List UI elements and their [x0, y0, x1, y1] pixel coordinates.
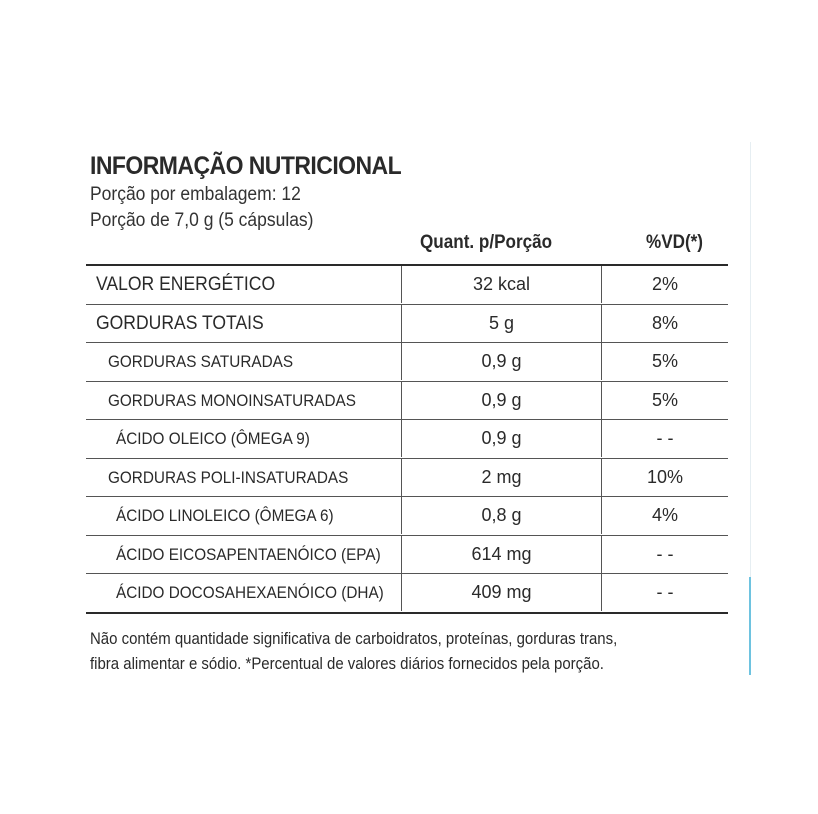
nutrient-daily-value: - -: [656, 582, 674, 602]
servings-per-package: Porção por embalagem: 12: [90, 184, 301, 205]
nutrient-name: GORDURAS MONOINSATURADAS: [86, 382, 402, 419]
column-header-daily-value: %VD(*): [646, 232, 704, 253]
nutrient-quantity: 0,9 g: [402, 420, 602, 457]
nutrient-daily-value: - -: [656, 428, 674, 448]
nutrient-daily-value: 5%: [651, 389, 678, 410]
nutrient-quantity: 0,8 g: [402, 497, 602, 534]
nutrient-quantity: 614 mg: [402, 536, 602, 573]
footnote-line: fibra alimentar e sódio. *Percentual de valores diários fornecidos pela porção.: [90, 653, 604, 673]
table-row: [86, 266, 728, 305]
column-header-quantity: Quant. p/Porção: [420, 232, 553, 253]
nutrient-name: GORDURAS TOTAIS: [86, 305, 402, 342]
table-row: [86, 305, 728, 344]
nutrient-quantity: 5 g: [402, 305, 602, 342]
nutrient-name: ÁCIDO LINOLEICO (ÔMEGA 6): [86, 497, 402, 534]
nutrient-quantity: 0,9 g: [402, 343, 602, 380]
table-row: [86, 574, 728, 614]
nutrient-daily-value: 2%: [651, 274, 678, 294]
table-header: [90, 230, 730, 260]
nutrient-daily-value: 8%: [651, 312, 678, 333]
nutrient-daily-value: - -: [656, 543, 674, 564]
nutrient-quantity: 0,9 g: [402, 382, 602, 419]
nutrient-name: GORDURAS SATURADAS: [86, 343, 402, 380]
table-row: [86, 382, 728, 421]
table-row: [86, 420, 728, 459]
label-title: INFORMAÇÃO NUTRICIONAL: [90, 152, 402, 180]
table-row: [86, 343, 728, 382]
nutrition-facts-label: [90, 150, 730, 676]
nutrient-name: GORDURAS POLI-INSATURADAS: [86, 459, 402, 496]
nutrition-table: [86, 266, 728, 614]
table-row: [86, 497, 728, 536]
serving-size: Porção de 7,0 g (5 cápsulas): [90, 210, 314, 231]
nutrient-daily-value: 10%: [646, 466, 684, 487]
nutrient-name: VALOR ENERGÉTICO: [86, 266, 402, 303]
footnote: [90, 626, 724, 676]
nutrient-daily-value: 5%: [651, 351, 678, 371]
nutrient-name: ÁCIDO DOCOSAHEXAENÓICO (DHA): [86, 574, 402, 611]
nutrient-quantity: 2 mg: [402, 459, 602, 496]
divider-line: [750, 142, 751, 577]
table-row: [86, 459, 728, 498]
nutrient-daily-value: 4%: [651, 505, 678, 525]
nutrient-quantity: 32 kcal: [402, 266, 602, 303]
nutrient-quantity: 409 mg: [402, 574, 602, 611]
nutrient-name: ÁCIDO EICOSAPENTAENÓICO (EPA): [86, 536, 402, 573]
accent-divider-line: [749, 577, 751, 675]
footnote-line: Não contém quantidade significativa de carboidratos, proteínas, gorduras trans,: [90, 628, 618, 648]
nutrient-name: ÁCIDO OLEICO (ÔMEGA 9): [86, 420, 402, 457]
table-row: [86, 536, 728, 575]
